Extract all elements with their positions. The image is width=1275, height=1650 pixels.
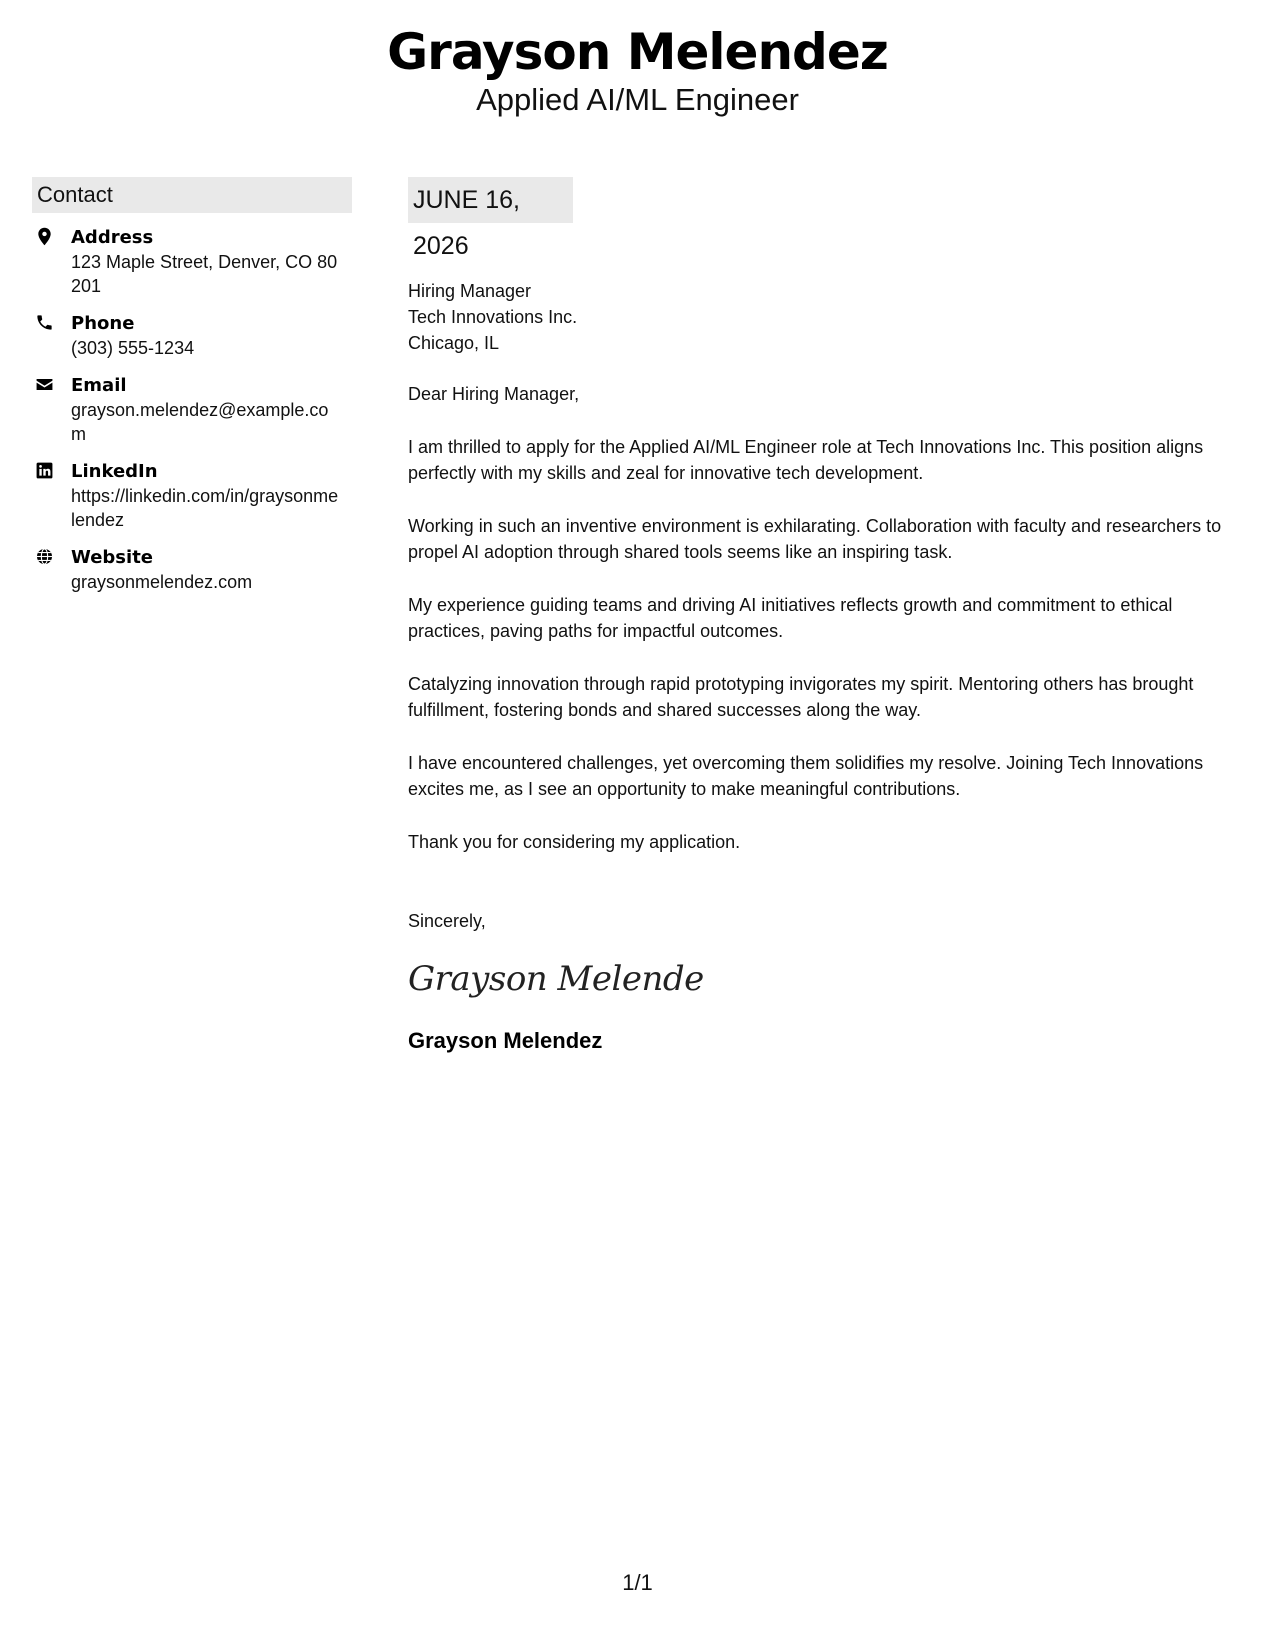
page-number: 1/1 <box>622 1570 653 1595</box>
letter-paragraph: Thank you for considering my application. <box>408 832 741 852</box>
website-label: Website <box>71 547 154 568</box>
recipient-line: Tech Innovations Inc. <box>408 307 578 327</box>
resume-header <box>0 22 1275 118</box>
closing: Sincerely, <box>408 911 486 931</box>
phone-label: Phone <box>71 313 135 334</box>
recipient-line: Chicago, IL <box>408 333 500 353</box>
email-value: grayson.melendez@example.com <box>71 400 329 444</box>
address-label: Address <box>71 227 154 248</box>
signed-name: Grayson Melendez <box>408 1028 603 1053</box>
letter-body <box>408 177 1253 1055</box>
letter-paragraph: My experience guiding teams and driving AI initiatives reflects growth and commitment to ethical practices, paving paths for impactful outcomes. <box>408 595 1173 641</box>
globe-icon <box>35 547 54 566</box>
contact-sidebar <box>32 177 352 607</box>
linkedin-icon <box>35 461 54 480</box>
recipient-block <box>408 278 1253 356</box>
letter-paragraph: I am thrilled to apply for the Applied AI/ML Engineer role at Tech Innovations Inc. This position aligns perfectly with my skills and zeal for innovative tech development. <box>408 437 1204 483</box>
linkedin-value: https://linkedin.com/in/graysonmelendez <box>71 486 339 530</box>
job-title: Applied AI/ML Engineer <box>476 82 799 117</box>
letter-paragraph: Catalyzing innovation through rapid prototyping invigorates my spirit. Mentoring others has brought fulfillment, fostering bonds and shared successes along the way. <box>408 674 1194 720</box>
contact-item-phone <box>32 311 352 360</box>
letter-paragraph: I have encountered challenges, yet overcoming them solidifies my resolve. Joining Tech Innovations excites me, as I see an opportunity to make meaningful contributions. <box>408 753 1204 799</box>
contact-heading: Contact <box>32 177 352 213</box>
contact-item-website <box>32 545 352 594</box>
greeting: Dear Hiring Manager, <box>408 384 580 404</box>
letter-date: JUNE 16, 2026 <box>408 177 573 223</box>
location-pin-icon <box>35 227 54 246</box>
envelope-icon <box>35 375 54 394</box>
contact-item-address <box>32 225 352 298</box>
linkedin-label: LinkedIn <box>71 461 158 482</box>
letter-paragraph: Working in such an inventive environment is exhilarating. Collaboration with faculty and researchers to propel AI adoption through shared tools seems like an inspiring task. <box>408 516 1222 562</box>
phone-icon <box>35 313 54 332</box>
contact-item-email <box>32 373 352 446</box>
address-value: 123 Maple Street, Denver, CO 80201 <box>71 252 338 296</box>
candidate-name: Grayson Melendez <box>387 23 888 81</box>
contact-item-linkedin <box>32 459 352 532</box>
handwritten-signature: Grayson Melende <box>408 959 704 999</box>
website-value: graysonmelendez.com <box>71 572 253 592</box>
contact-list <box>32 225 352 594</box>
phone-value: (303) 555-1234 <box>71 338 195 358</box>
email-label: Email <box>71 375 127 396</box>
recipient-line: Hiring Manager <box>408 281 532 301</box>
